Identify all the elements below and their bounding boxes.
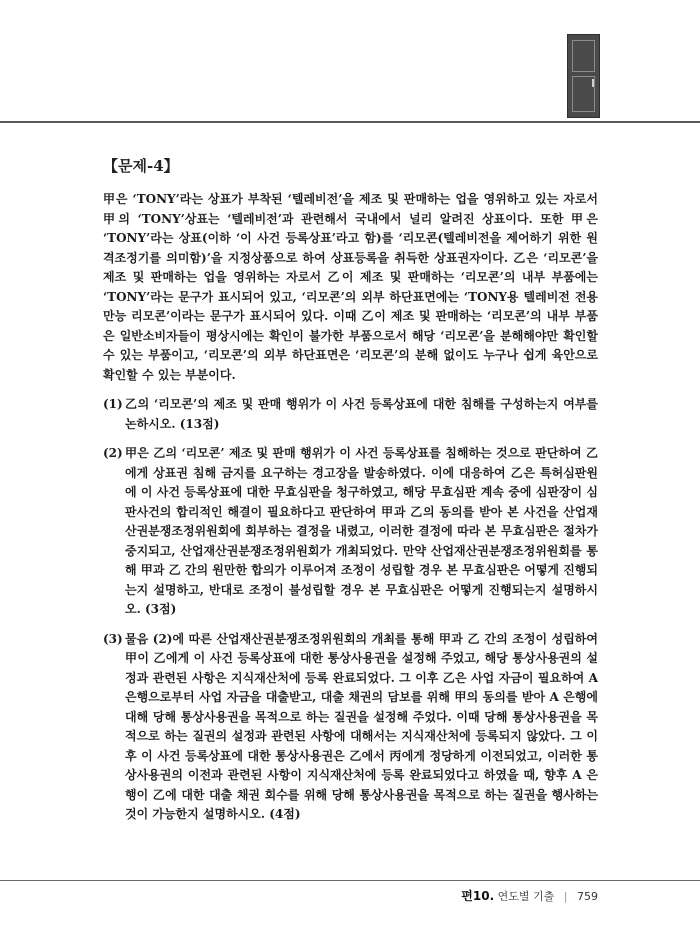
- problem-intro: 甲은 ‘TONY’라는 상표가 부착된 ‘텔레비전’을 제조 및 판매하는 업을 영위하고 있는 자로서 甲의 ‘TONY’상표는 ‘텔레비전’과 관련해서 국내에서 널리 알려진 상표이다. 또한 甲은 ‘TONY’라는 상표(이하 ‘이 사건 등록상표’라고 함)를 ‘리모콘(텔레비전을 제어하기 위한 원격조정기를 의미함)’을 지정상품으로 하여 상표등록을 취득한 상표권자이다. 乙은 ‘리모콘’을 제조 및 판매하는 업을 영위하는 자로서 乙이 제조 및 판매하는 ‘리모콘’의 내부 부품에는 ‘TONY’라는 문구가 표시되어 있고, ‘리모콘’의 외부 하단표면에는 ‘TONY용 텔레비전 전용 만능 리모콘’이라는 문구가 표시되어 있다. 이때 乙이 제조 및 판매하는 ‘리모콘’의 내부 부품은 일반소비자들이 평상시에는 확인이 불가한 부품으로서 해당 ‘리모콘’을 분해해야만 확인할 수 있는 부품이고, ‘리모콘’의 외부 하단표면은 ‘리모콘’의 분해 없이도 누구나 쉽게 육안으로 확인할 수 있는 부분이다.: [103, 192, 598, 382]
- problem-heading: 【문제-4】: [103, 157, 179, 175]
- footer-chapter: 편10.: [461, 889, 495, 903]
- question-2: [103, 444, 598, 620]
- question-number: (3): [103, 631, 123, 646]
- question-text: 甲은 乙의 ‘리모콘’ 제조 및 판매 행위가 이 사건 등록상표를 침해하는 것으로 판단하여 乙에게 상표권 침해 금지를 요구하는 경고장을 발송하였다. 이에 대응하여 乙은 특허심판원에 이 사건 등록상표에 대한 무효심판을 청구하였고, 해당 무효심판 계속 중에 심판장이 심판사건의 합리적인 해결이 필요하다고 판단하여 甲과 乙의 동의를 받아 본 사건을 산업재산권분쟁조정위원회에 회부하는 결정을 내렸고, 이러한 결정에 따라 본 무효심판은 절차가 중지되고, 산업재산권분쟁조정위원회가 개최되었다. 만약 산업재산권분쟁조정위원회를 통해 甲과 乙 간의 원만한 합의가 이루어져 조정이 성립할 경우 본 무효심판은 어떻게 진행되는지 설명하고, 반대로 조정이 불성립할 경우 본 무효심판은 어떻게 진행되는지 설명하시오. (3점): [125, 446, 598, 616]
- question-number: (2): [103, 446, 123, 460]
- door-icon: [567, 34, 600, 118]
- page-footer: [461, 887, 598, 904]
- question-text: 乙의 ‘리모콘’의 제조 및 판매 행위가 이 사건 등록상표에 대한 침해를 구성하는지 여부를 논하시오. (13점): [125, 397, 598, 431]
- question-text: 물음 (2)에 따른 산업재산권분쟁조정위원회의 개최를 통해 甲과 乙 간의 조정이 성립하여 甲이 乙에게 이 사건 등록상표에 대한 통상사용권을 설정해 주었고, 해당 통상사용권의 설정과 관련된 사항은 지식재산처에 등록 완료되었다. 그 이후 乙은 사업 자금이 필요하여 A 은행으로부터 사업 자금을 대출받고, 대출 채권의 담보를 위해 甲의 동의를 받아 A 은행에 대해 당해 통상사용권을 목적으로 하는 질권을 설정해 주었다. 이때 당해 통상사용권을 목적으로 하는 질권의 설정과 관련된 사항에 대해서는 지식재산처에 등록되지 않았다. 그 이후 이 사건 등록상표에 대한 통상사용권은 乙에서 丙에게 정당하게 이전되었고, 이러한 통상사용권의 이전과 관련된 사항이 지식재산처에 등록 완료되었다고 하였을 때, 향후 A 은행이 乙에 대한 대출 채권 회수를 위해 당해 통상사용권을 목적으로 하는 질권을 행사하는 것이 가능한지 설명하시오. (4점): [125, 631, 598, 821]
- footer-section: 연도별 기출: [497, 890, 555, 903]
- problem-body: [103, 190, 598, 825]
- question-1: [103, 395, 598, 434]
- question-3: [103, 630, 598, 825]
- footer-separator: |: [563, 890, 568, 903]
- question-number: (1): [103, 397, 123, 411]
- footer-divider: [0, 880, 700, 881]
- header-divider: [0, 121, 700, 123]
- page-number: 759: [577, 890, 598, 903]
